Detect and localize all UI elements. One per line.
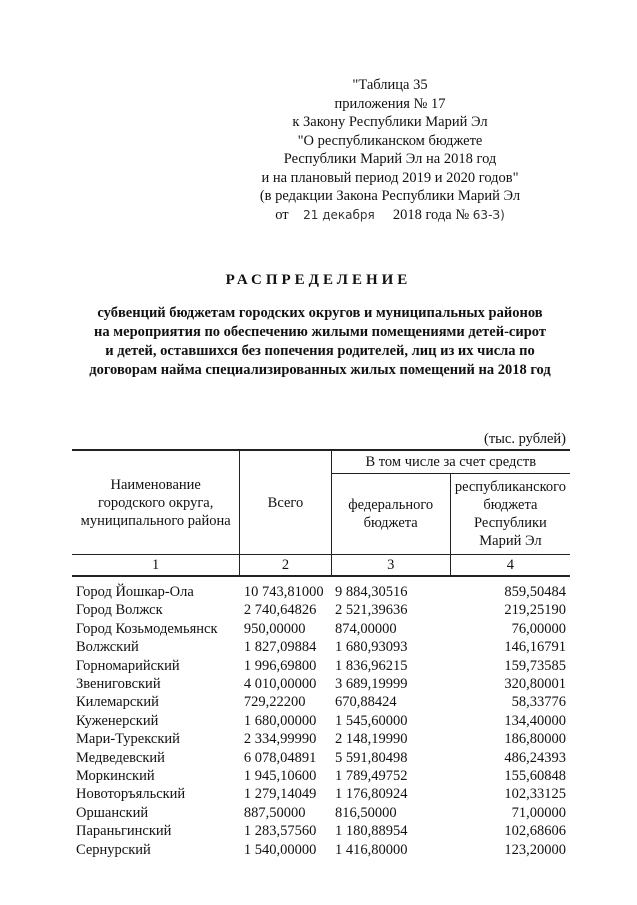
law-reference-header — [240, 76, 540, 224]
republican-cell: 859,50484 — [504, 584, 566, 600]
federal-cell: 670,88424 — [335, 694, 397, 711]
total-cell: 1 680,00000 — [243, 712, 317, 729]
document-title: РАСПРЕДЕЛЕНИЕ — [225, 272, 412, 288]
table-row — [72, 693, 570, 711]
header-line: Республики Марий Эл на 2018 год — [283, 151, 497, 167]
district-name-cell: Моркинский — [76, 768, 155, 785]
subtitle-line: субвенций бюджетам городских округов и муниципальных районов — [97, 305, 543, 321]
header-line: "О республиканском бюджете — [297, 132, 483, 149]
federal-cell: 2 521,39636 — [335, 602, 408, 619]
header-line: (в редакции Закона Республики Марий Эл — [259, 188, 521, 204]
col-fed-header: федерального бюджета — [331, 474, 450, 555]
table-row — [72, 785, 570, 803]
district-name-cell: Килемарский — [76, 694, 159, 711]
federal-cell: 1 680,93093 — [335, 639, 408, 656]
total-cell: 4 010,00000 — [243, 676, 317, 693]
law-date: 21 декабря — [303, 207, 375, 222]
district-name-cell: Медведевский — [76, 749, 165, 766]
total-cell: 6 078,04891 — [243, 749, 317, 766]
district-name-cell: Новоторъяльский — [76, 786, 186, 803]
table-row — [72, 576, 570, 601]
federal-cell: 3 689,19999 — [335, 676, 408, 693]
col-rep-header: республиканского бюджета Республики Марий Эл — [450, 474, 570, 555]
republican-cell: 159,73585 — [504, 657, 566, 674]
total-cell: 1 996,69800 — [243, 657, 317, 674]
units-label: (тыс. рублей) — [484, 431, 566, 447]
republican-cell: 134,40000 — [504, 712, 566, 729]
table-row — [72, 675, 570, 693]
district-name-cell: Город Козьмодемьянск — [76, 620, 218, 637]
col-name-header: Наименование городского округа, муниципального района — [72, 450, 240, 555]
total-cell: 1 283,57560 — [243, 823, 317, 840]
republican-cell: 486,24393 — [504, 749, 566, 766]
total-cell: 2 334,99990 — [243, 731, 317, 748]
total-cell: 1 945,10600 — [243, 768, 317, 785]
federal-cell: 1 836,96215 — [335, 657, 408, 674]
table-row — [72, 601, 570, 619]
law-year: 2018 года № — [392, 206, 470, 223]
district-name-cell: Сернурский — [76, 841, 151, 858]
table-row — [72, 620, 570, 638]
table-row — [72, 804, 570, 822]
federal-cell: 816,50000 — [335, 804, 397, 821]
total-cell: 1 540,00000 — [243, 841, 317, 858]
col-number: 2 — [240, 555, 331, 577]
col-number: 3 — [331, 555, 450, 577]
federal-cell: 874,00000 — [335, 620, 397, 637]
total-cell: 887,50000 — [243, 804, 306, 821]
federal-cell: 1 416,80000 — [335, 841, 408, 858]
federal-cell: 2 148,19990 — [335, 731, 408, 748]
republican-cell: 71,00000 — [511, 804, 566, 821]
republican-cell: 186,80000 — [504, 731, 566, 748]
table-row — [72, 749, 570, 767]
col-total-header: Всего — [240, 450, 331, 555]
district-name-cell: Мари-Турекский — [76, 731, 180, 748]
republican-cell: 146,16791 — [504, 639, 566, 656]
table-row — [72, 841, 570, 859]
district-name-cell: Параньгинский — [76, 823, 172, 840]
federal-cell: 9 884,30516 — [335, 584, 408, 600]
date-from-label: от — [275, 206, 289, 223]
federal-cell: 1 545,60000 — [335, 712, 408, 729]
law-date-row — [240, 206, 540, 225]
subtitle-line: на мероприятия по обеспечению жилыми помещениями детей-сирот — [94, 324, 546, 340]
district-name-cell: Куженерский — [76, 712, 159, 729]
table-row — [72, 730, 570, 748]
district-name-cell: Город Йошкар-Ола — [76, 584, 194, 600]
district-name-cell: Город Волжск — [76, 602, 163, 619]
table-row — [72, 767, 570, 785]
federal-cell: 1 176,80924 — [335, 786, 408, 803]
republican-cell: 155,60848 — [504, 768, 566, 785]
republican-cell: 102,68606 — [504, 823, 566, 840]
total-cell: 950,00000 — [243, 620, 306, 637]
col-group-header: В том числе за счет средств — [331, 450, 570, 474]
federal-cell: 1 180,88954 — [335, 823, 408, 840]
district-name-cell: Волжский — [76, 639, 139, 656]
district-name-cell: Горномарийский — [76, 657, 180, 674]
district-name-cell: Звениговский — [76, 676, 161, 693]
republican-cell: 102,33125 — [504, 786, 566, 803]
total-cell: 729,22200 — [243, 694, 306, 711]
republican-cell: 219,25190 — [504, 602, 566, 619]
header-line: "Таблица 35 — [352, 77, 428, 93]
law-number: 63-З) — [472, 207, 505, 222]
document-subtitle — [60, 304, 580, 380]
federal-cell: 1 789,49752 — [335, 768, 408, 785]
federal-cell: 5 591,80498 — [335, 749, 408, 766]
subsidy-table — [72, 449, 570, 859]
header-line: приложения № 17 — [334, 95, 446, 112]
table-row — [72, 822, 570, 840]
col-number: 4 — [450, 555, 570, 577]
header-line: и на плановый период 2019 и 2020 годов" — [261, 169, 519, 186]
republican-cell: 123,20000 — [504, 841, 566, 858]
district-name-cell: Оршанский — [76, 804, 149, 821]
subtitle-line: и детей, оставшихся без попечения родителей, лиц из их числа по — [105, 343, 535, 359]
republican-cell: 58,33776 — [511, 694, 566, 711]
total-cell: 1 279,14049 — [243, 786, 317, 803]
total-cell: 1 827,09884 — [243, 639, 317, 656]
col-number: 1 — [72, 555, 240, 577]
republican-cell: 76,00000 — [511, 620, 566, 637]
table-row — [72, 657, 570, 675]
table-row — [72, 712, 570, 730]
total-cell: 2 740,64826 — [243, 602, 317, 619]
republican-cell: 320,80001 — [504, 676, 566, 693]
header-line: к Закону Республики Марий Эл — [292, 114, 488, 130]
table-body — [72, 576, 570, 859]
subtitle-line: договорам найма специализированных жилых помещений на 2018 год — [89, 362, 551, 378]
total-cell: 10 743,81000 — [243, 584, 324, 600]
table-row — [72, 638, 570, 656]
